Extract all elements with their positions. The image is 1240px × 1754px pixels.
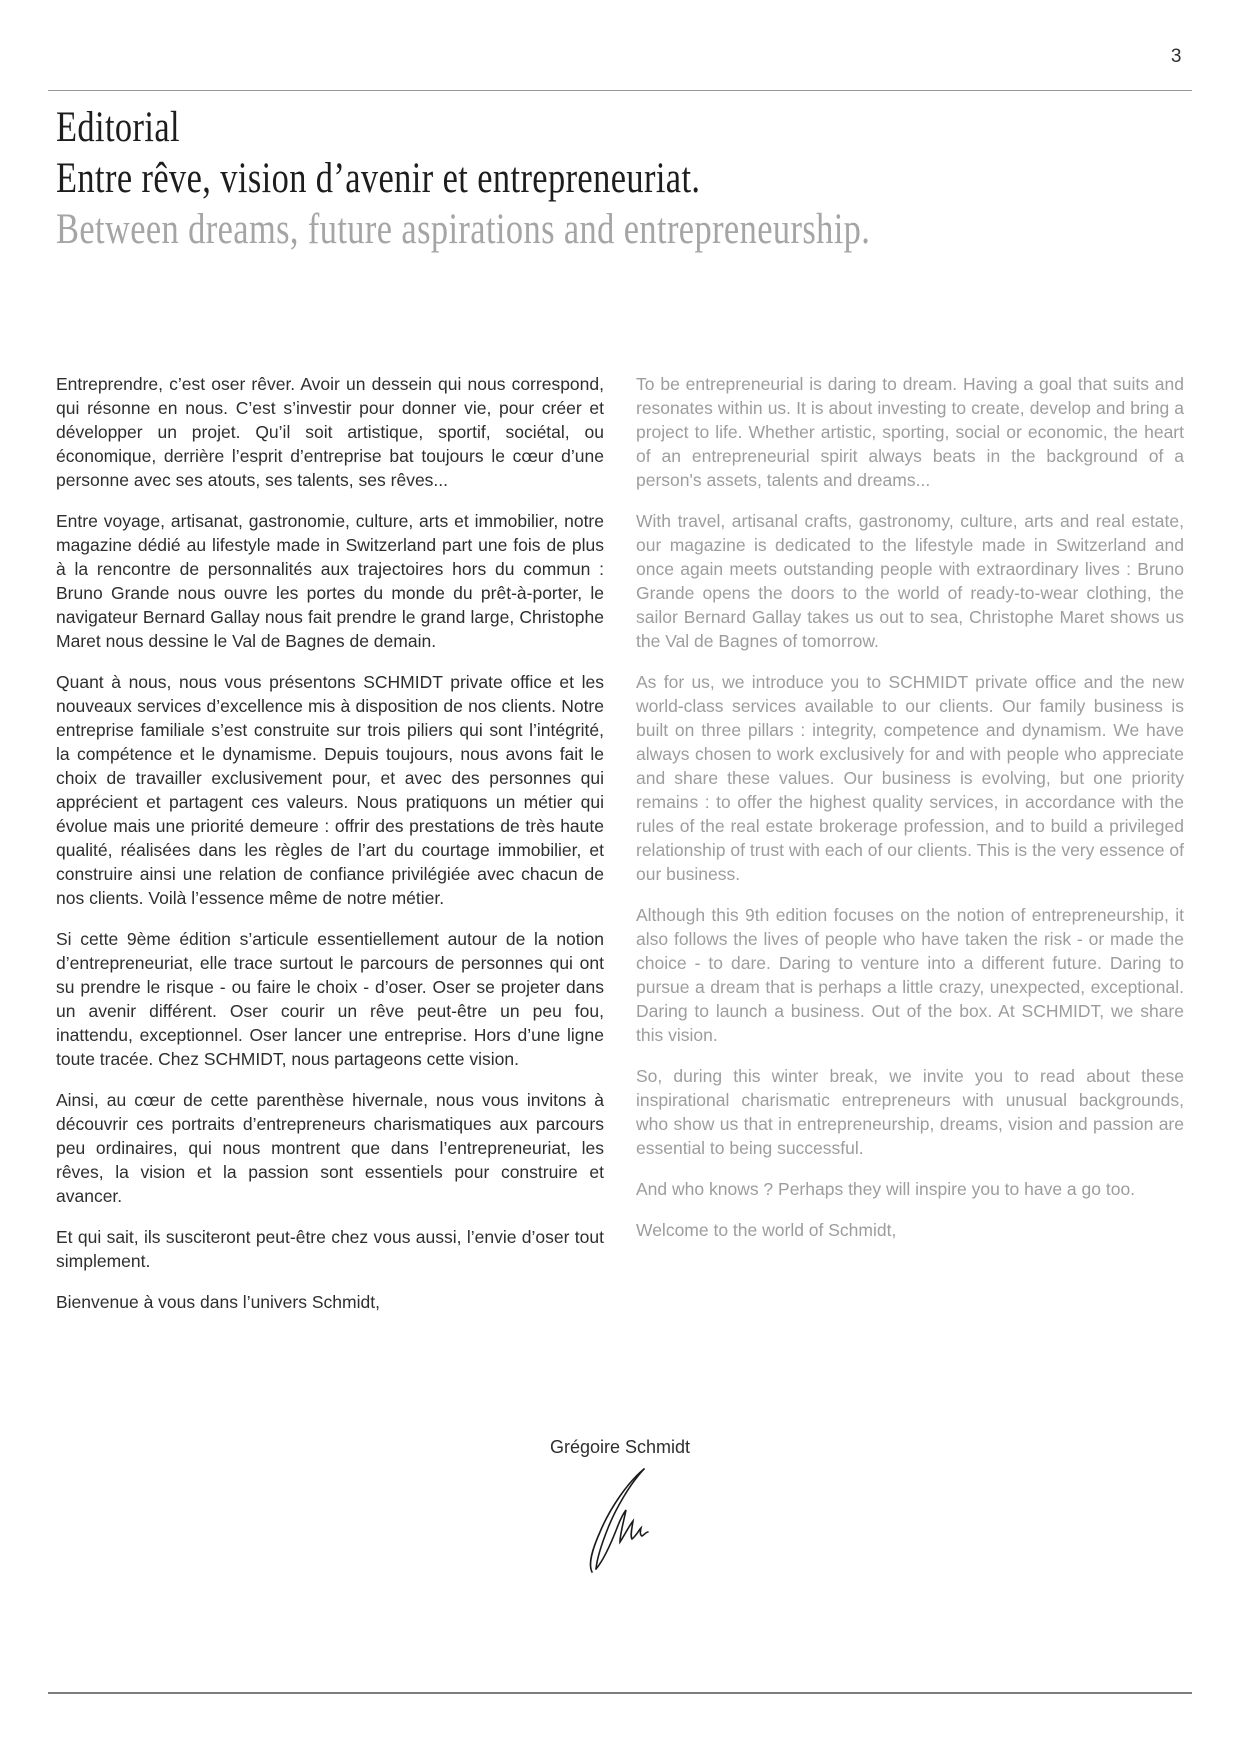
column-french bbox=[56, 372, 604, 1331]
closing-block bbox=[56, 1437, 1184, 1574]
paragraph: Entreprendre, c’est oser rêver. Avoir un dessein qui nous correspond, qui résonne en nous. C’est s’investir pour donner vie, pour créer et développer un projet. Qu’il soit artistique, sportif, sociétal, ou économique, derrière l’esprit d’entreprise bat toujours le cœur d’une personne avec ses atouts, ses talents, ses rêves... bbox=[56, 374, 604, 490]
paragraph: Entre voyage, artisanat, gastronomie, culture, arts et immobilier, notre magazine dédié au lifestyle made in Switzerland part une fois de plus à la rencontre de personnalités aux trajectoires hors du commun : Bruno Grande nous ouvre les portes du monde du prêt-à-porter, le navigateur Bernard Gallay nous fait prendre le grand large, Christophe Maret nous dessine le Val de Bagnes de demain. bbox=[56, 511, 604, 651]
paragraph: Bienvenue à vous dans l’univers Schmidt, bbox=[56, 1292, 380, 1312]
title-english: Between dreams, future aspirations and entrepreneurship. bbox=[56, 206, 871, 253]
section-label: Editorial bbox=[56, 104, 180, 151]
bottom-divider bbox=[48, 1692, 1192, 1694]
paragraph: Et qui sait, ils susciteront peut-être chez vous aussi, l’envie d’oser tout simplement. bbox=[56, 1227, 604, 1271]
paragraph: Welcome to the world of Schmidt, bbox=[636, 1220, 897, 1240]
column-english bbox=[636, 372, 1184, 1331]
author-name: Grégoire Schmidt bbox=[549, 1437, 691, 1457]
handwritten-signature-icon bbox=[584, 1466, 656, 1574]
paragraph: So, during this winter break, we invite you to read about these inspirational charismatic entrepreneurs with unusual backgrounds, who show us that in entrepreneurship, dreams, vision and passion are essential to being successful. bbox=[636, 1066, 1184, 1158]
body-columns bbox=[56, 372, 1184, 1331]
paragraph: To be entrepreneurial is daring to dream. Having a goal that suits and resonates within us. It is about investing to create, develop and bring a project to life. Whether artistic, sporting, social or economic, the heart of an entrepreneurial spirit always beats in the background of a person's assets, talents and dreams... bbox=[636, 374, 1184, 490]
paragraph: Ainsi, au cœur de cette parenthèse hivernale, nous vous invitons à découvrir ces portraits d’entrepreneurs charismatiques aux parcours peu ordinaires, qui nous montrent que dans l’entrepreneuriat, les rêves, la vision et la passion sont essentiels pour construire et avancer. bbox=[56, 1090, 604, 1206]
title-french: Entre rêve, vision d’avenir et entrepreneuriat. bbox=[56, 155, 701, 202]
top-divider bbox=[48, 90, 1192, 91]
signature-image bbox=[56, 1466, 1184, 1574]
page-number: 3 bbox=[1170, 46, 1182, 67]
paragraph: And who knows ? Perhaps they will inspire you to have a go too. bbox=[636, 1179, 1136, 1199]
paragraph: Si cette 9ème édition s’articule essentiellement autour de la notion d’entrepreneuriat, elle trace surtout le parcours de personnes qui ont su prendre le risque - ou faire le choix - d’oser. Oser se projeter dans un avenir différent. Oser courir un rêve peut-être un peu fou, inattendu, exceptionnel. Oser lancer une entreprise. Hors d’une ligne toute tracée. Chez SCHMIDT, nous partageons cette vision. bbox=[56, 929, 604, 1069]
paragraph: Although this 9th edition focuses on the notion of entrepreneurship, it also follows the lives of people who have taken the risk - or made the choice - to dare. Daring to venture into a different future. Daring to pursue a dream that is perhaps a little crazy, unexpected, exceptional. Daring to launch a business. Out of the box. At SCHMIDT, we share this vision. bbox=[636, 905, 1184, 1045]
paragraph: Quant à nous, nous vous présentons SCHMIDT private office et les nouveaux services d’excellence mis à disposition de nos clients. Notre entreprise familiale s’est construite sur trois piliers qui sont l’intégrité, la compétence et le dynamisme. Depuis toujours, nous avons fait le choix de travailler exclusivement pour, et avec des personnes qui apprécient et partagent ces valeurs. Nous pratiquons un métier qui évolue mais une priorité demeure : offrir des prestations de très haute qualité, réalisées dans les règles de l’art du courtage immobilier, et construire ainsi une relation de confiance privilégiée avec chacun de nos clients. Voilà l’essence même de notre métier. bbox=[56, 672, 604, 908]
title-block bbox=[56, 102, 1074, 255]
paragraph: As for us, we introduce you to SCHMIDT private office and the new world-class services available to our clients. Our family business is built on three pillars : integrity, competence and dynamism. We have always chosen to work exclusively for and with people who appreciate and share these values. Our business is evolving, but one priority remains : to offer the highest quality services, in accordance with the rules of the real estate brokerage profession, and to build a privileged relationship of trust with each of our clients. This is the very essence of our business. bbox=[636, 672, 1184, 884]
paragraph: With travel, artisanal crafts, gastronomy, culture, arts and real estate, our magazine is dedicated to the lifestyle made in Switzerland and once again meets outstanding people with extraordinary lives : Bruno Grande opens the doors to the world of ready-to-wear clothing, the sailor Bernard Gallay takes us out to sea, Christophe Maret shows us the Val de Bagnes of tomorrow. bbox=[636, 511, 1184, 651]
